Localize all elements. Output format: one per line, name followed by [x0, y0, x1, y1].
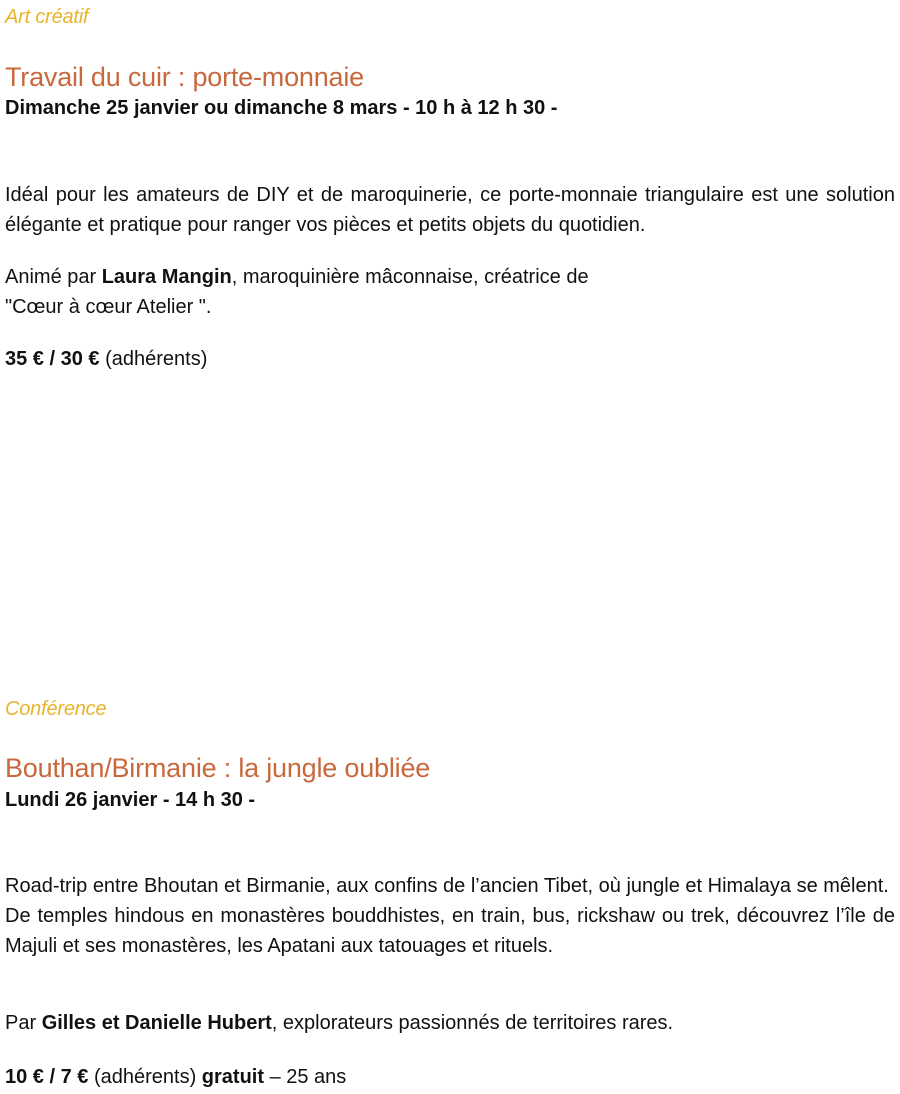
event-category: Conférence: [5, 698, 107, 720]
host-prefix: Animé par: [5, 266, 102, 288]
host-line2: "Cœur à cœur Atelier ".: [5, 296, 212, 318]
event-description: [5, 871, 895, 961]
event-title: Travail du cuir : porte-monnaie: [5, 62, 364, 92]
description-part-1: Road-trip entre Bhoutan et Birmanie, aux confins de l’ancien Tibet, où jungle et Himalaya se mêlent.: [5, 875, 889, 897]
host-prefix: Par: [5, 1012, 42, 1034]
host-name: Laura Mangin: [101, 266, 232, 288]
event-description: Idéal pour les amateurs de DIY et de maroquinerie, ce porte-monnaie triangulaire est une solution élégante et pratique pour ranger vos pièces et petits objets du quotidien.: [5, 184, 895, 236]
host-suffix: , maroquinière mâconnaise, créatrice de: [231, 266, 589, 288]
price-note: (adhérents): [99, 348, 208, 370]
event-host: [5, 1008, 895, 1038]
event-title: Bouthan/Birmanie : la jungle oubliée: [5, 753, 431, 783]
event-price: [5, 1062, 895, 1092]
price-note: (adhérents): [88, 1066, 202, 1088]
price-age: – 25 ans: [264, 1066, 347, 1088]
event-price: [5, 344, 895, 374]
event-date: Lundi 26 janvier - 14 h 30 -: [5, 789, 256, 811]
event-host: [5, 262, 895, 322]
price-amount: 35 € / 30 €: [5, 348, 100, 370]
description-part-2: De temples hindous en monastères bouddhistes, en train, bus, rickshaw ou trek, découvrez l’île de Majuli et ses monastères, les Apatani aux tatouages et rituels.: [5, 905, 895, 957]
price-amount: 10 € / 7 €: [5, 1066, 89, 1088]
event-date: Dimanche 25 janvier ou dimanche 8 mars - 10 h à 12 h 30 -: [5, 97, 558, 119]
host-name: Gilles et Danielle Hubert: [41, 1012, 272, 1034]
host-suffix: , explorateurs passionnés de territoires rares.: [271, 1012, 674, 1034]
price-free: gratuit: [201, 1066, 265, 1088]
event-category: Art créatif: [5, 6, 89, 28]
